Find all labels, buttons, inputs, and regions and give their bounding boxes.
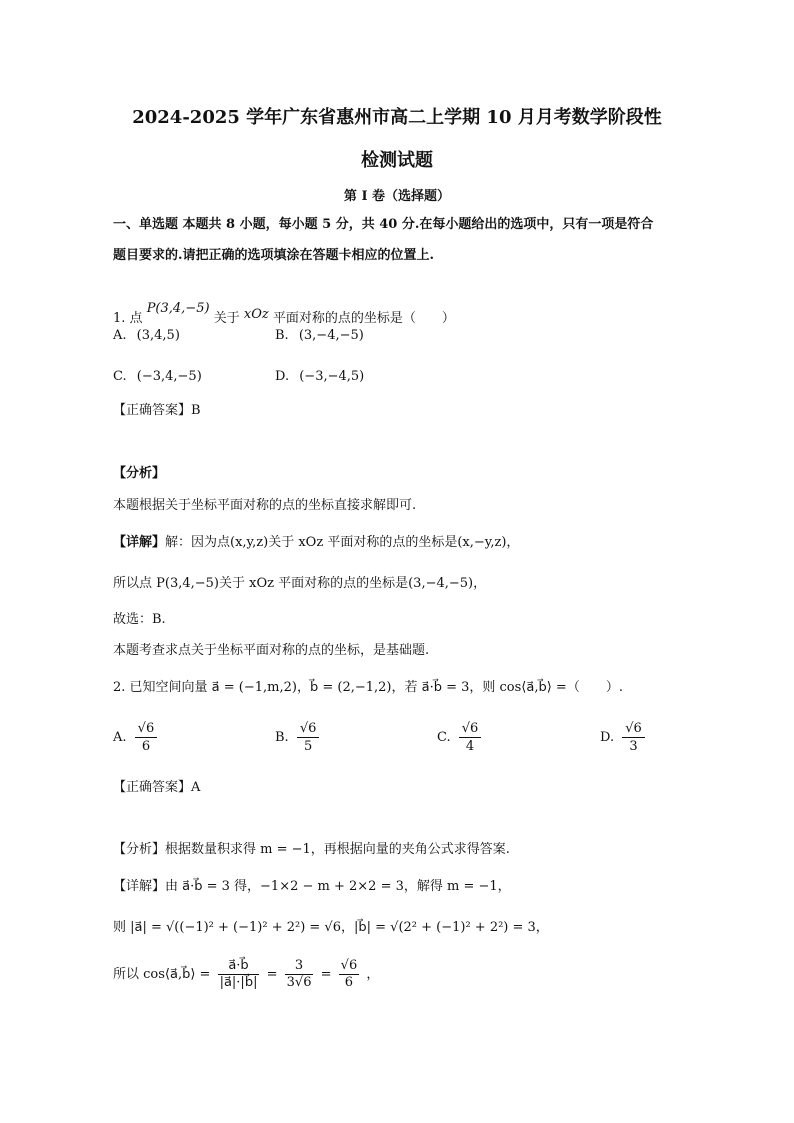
- doc-title-line2: 检测试题: [361, 150, 433, 171]
- q1-option-a-label: A.: [113, 328, 127, 343]
- q2-option-d-num: √6: [622, 720, 645, 738]
- q1-detail-text1: 解：因为点(x,y,z)关于 xOz 平面对称的点的坐标是(x,−y,z)，: [165, 535, 520, 550]
- q2-option-c: [437, 720, 481, 755]
- q1-detail-heading: 【详解】: [113, 535, 166, 550]
- q2-detail-fraction3-num: √6: [340, 958, 358, 973]
- q2-detail-fraction2-den: 3√6: [286, 975, 312, 990]
- q2-detail-fraction3-den: 6: [344, 975, 354, 990]
- q2-analysis: 【分析】根据数量积求得 m = −1，再根据向量的夹角公式求得答案.: [113, 842, 510, 857]
- q2-detail-eq2: =: [320, 967, 332, 982]
- q2-detail-line1: 【详解】由 a⃗·b⃗ = 3 得，−1×2 − m + 2×2 = 3，解得 m = −1，: [113, 879, 511, 894]
- q1-plane: xOz: [243, 307, 269, 322]
- q1-detail-line2: 所以点 P(3,4,−5)关于 xOz 平面对称的点的坐标是(3,−4,−5)，: [113, 576, 487, 591]
- q2-option-d-label: D.: [600, 730, 615, 745]
- q2-option-b-num: √6: [297, 720, 320, 738]
- q2-detail-line3-prefix: 所以 cos⟨a⃗,b⃗⟩ =: [113, 967, 211, 982]
- q1-option-b-value: (3,−4,−5): [298, 328, 364, 343]
- q1-detail-line1: [113, 533, 519, 553]
- q2-option-c-den: 4: [465, 739, 475, 754]
- q2-option-b-den: 5: [303, 739, 313, 754]
- q1-option-d-label: D.: [275, 369, 290, 384]
- q2-detail-fraction1: [218, 958, 260, 991]
- q1-answer: 【正确答案】B: [113, 403, 201, 418]
- q1-option-c-value: (−3,4,−5): [136, 369, 202, 384]
- q2-detail-fraction1-num: a⃗·b⃗: [218, 958, 260, 975]
- q1-point: P(3,4,−5): [146, 301, 210, 316]
- q2-detail-fraction2-num: 3: [285, 958, 314, 975]
- q2-option-a-label: A.: [113, 730, 127, 745]
- q1-detail-line4: 本题考查求点关于坐标平面对称的点的坐标，是基础题.: [113, 643, 430, 658]
- q1-detail-line3: 故选：B.: [113, 612, 166, 627]
- q2-option-d: [600, 720, 645, 755]
- q2-stem: 2. 已知空间向量 a⃗ = (−1,m,2)，b⃗ = (2,−1,2)，若 a⃗·b⃗ = 3，则 cos⟨a⃗,b⃗⟩ =（ ）.: [113, 680, 623, 695]
- q2-answer: 【正确答案】A: [113, 780, 201, 795]
- q1-option-d-value: (−3,−4,5): [299, 369, 365, 384]
- q2-option-c-num: √6: [459, 720, 482, 738]
- q2-option-c-label: C.: [437, 730, 451, 745]
- q2-option-b: [275, 720, 319, 755]
- instructions-line1: 一、单选题 本题共 8 小题，每小题 5 分，共 40 分.在每小题给出的选项中，只有一项是符合: [113, 217, 654, 232]
- doc-title-line1: 2024-2025 学年广东省惠州市高二上学期 10 月月考数学阶段性: [132, 107, 662, 128]
- q1-option-b: [275, 326, 364, 346]
- q1-option-b-label: B.: [275, 328, 289, 343]
- q2-option-d-fraction: [622, 720, 645, 755]
- q1-option-d: [275, 367, 364, 387]
- q1-option-c-label: C.: [113, 369, 127, 384]
- q2-option-c-fraction: [459, 720, 482, 755]
- q2-option-a: [113, 720, 157, 755]
- q2-detail-fraction3: [339, 958, 360, 991]
- q1-option-c: [113, 367, 202, 387]
- q2-option-a-den: 6: [141, 739, 151, 754]
- q2-detail-line3: [113, 958, 379, 992]
- q1-analysis-text: 本题根据关于坐标平面对称的点的坐标直接求解即可.: [113, 498, 417, 513]
- q2-detail-line3-suffix: ，: [366, 967, 380, 982]
- q1-stem-suffix: 平面对称的点的坐标是（ ）: [272, 311, 455, 326]
- q2-option-a-fraction: [135, 720, 158, 755]
- q1-stem-prefix: 1. 点: [113, 311, 143, 326]
- q2-detail-line2: 则 |a⃗| = √((−1)² + (−1)² + 2²) = √6，|b⃗| = √(2² + (−1)² + 2²) = 3，: [113, 920, 549, 935]
- q1-analysis-heading: 【分析】: [113, 466, 166, 481]
- q1-stem-mid: 关于: [213, 311, 240, 326]
- instructions-line2: 题目要求的.请把正确的选项填涂在答题卡相应的位置上.: [113, 248, 435, 263]
- q2-option-d-den: 3: [629, 739, 638, 754]
- q1-option-a-value: (3,4,5): [136, 328, 180, 343]
- section-heading: 第 I 卷（选择题）: [343, 189, 451, 204]
- q2-detail-fraction1-den: |a⃗|·|b⃗|: [219, 975, 258, 990]
- q1-option-a: [113, 326, 180, 346]
- q2-detail-eq1: =: [266, 967, 278, 982]
- q2-option-b-label: B.: [275, 730, 289, 745]
- q2-option-a-num: √6: [135, 720, 158, 738]
- q2-option-b-fraction: [297, 720, 320, 755]
- q2-detail-fraction2: [285, 958, 314, 991]
